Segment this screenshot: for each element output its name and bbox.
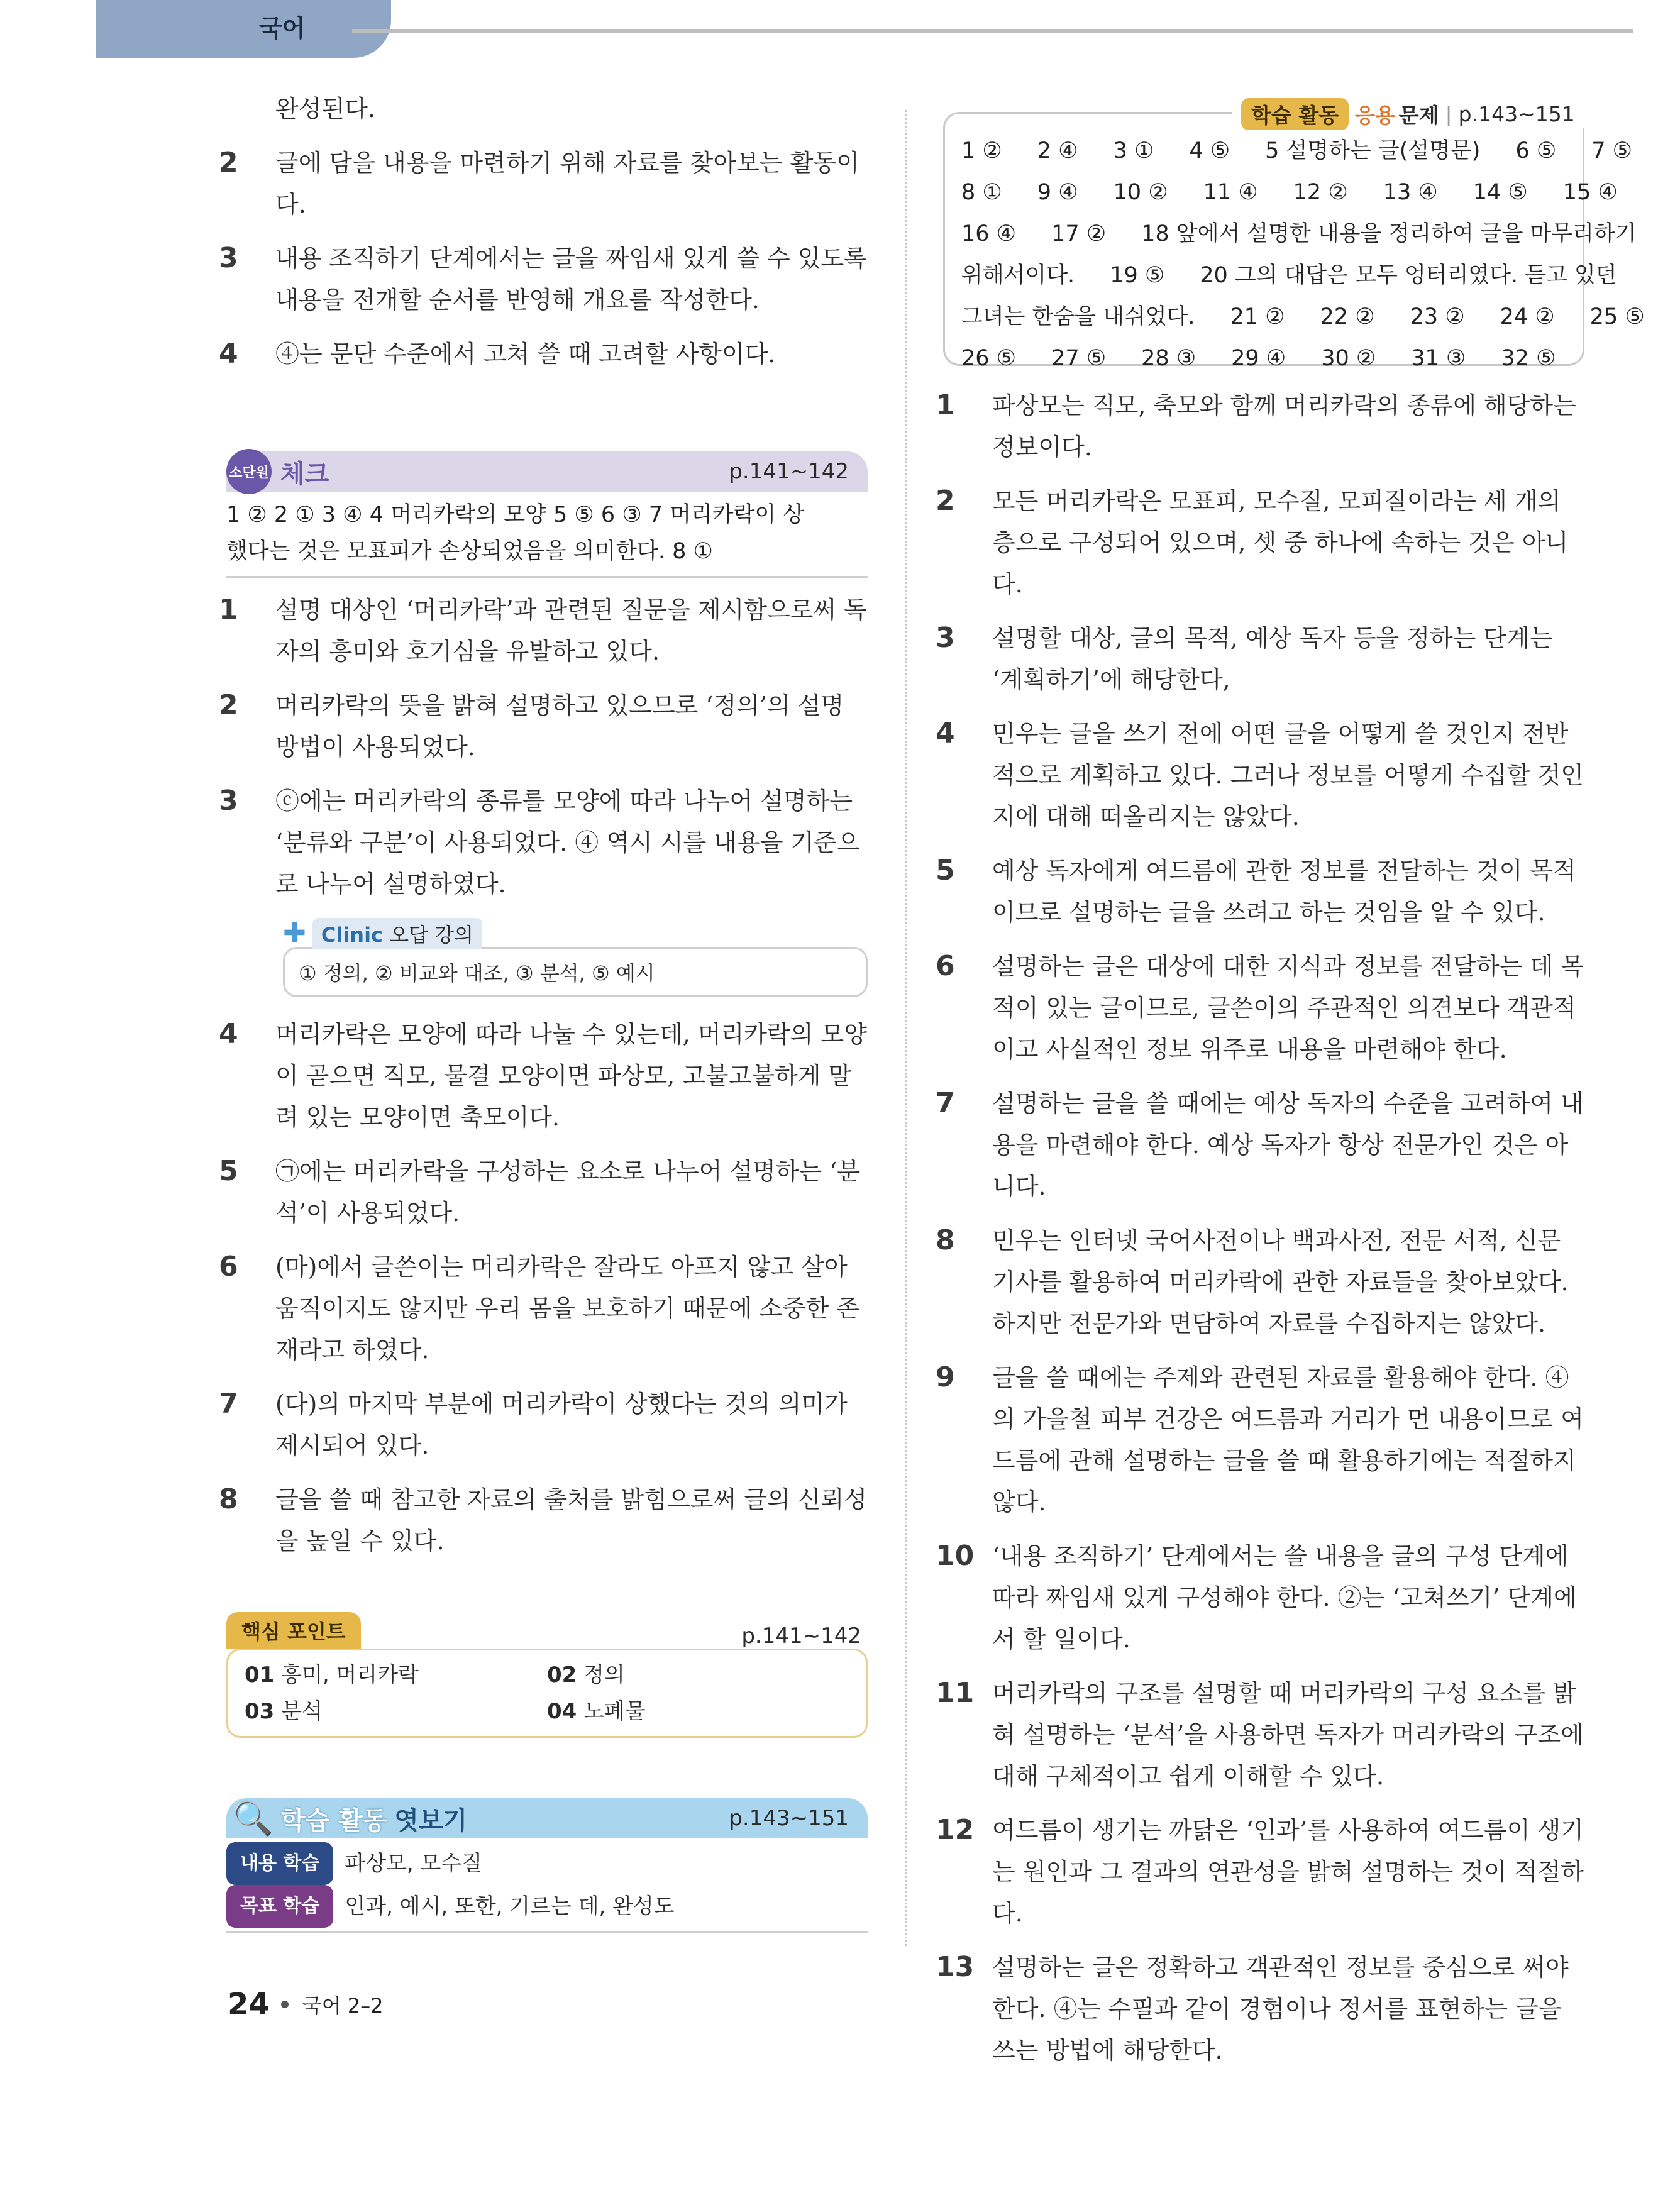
answer-cell: 12 ②	[1293, 180, 1348, 205]
answer-tag-b: 응용	[1355, 102, 1395, 128]
item-text: 여드름이 생기는 까닭은 ‘인과’를 사용하여 여드름이 생기는 원인과 그 결과의 연관성을 밝혀 설명하는 것이 적절하다.	[992, 1816, 1584, 1927]
answer-cell: 위해서이다.	[961, 263, 1075, 288]
explanation-item	[936, 713, 1584, 837]
item-text: 글을 쓸 때에는 주제와 관련된 자료를 활용해야 한다. ④의 가을철 피부 건강은 여드름과 거리가 먼 내용이므로 여드름에 관해 설명하는 글을 쓸 때 활용하기에는 적절하지 않다.	[992, 1364, 1584, 1516]
clinic-text: ① 정의, ② 비교와 대조, ③ 분석, ⑤ 예시	[283, 947, 868, 997]
answer-cell: 20 그의 대답은 모두 엉터리였다. 듣고 있던	[1200, 263, 1617, 288]
check-answers-1: 1 ② 2 ① 3 ④ 4 머리카락의 모양 5 ⑤ 6 ③ 7 머리카락이 상	[226, 502, 805, 528]
answer-cell: 15 ④	[1562, 180, 1618, 205]
key-point-num: 02	[547, 1662, 577, 1688]
answer-cell: 17 ②	[1051, 221, 1107, 246]
answer-key-tag	[1232, 99, 1584, 128]
item-text: 모든 머리카락은 모표피, 모수질, 모피질이라는 세 개의 층으로 구성되어 있으며, 셋 중 하나에 속하는 것은 아니다.	[992, 487, 1569, 598]
answer-row	[961, 213, 1637, 255]
answer-tag-c: 문제	[1398, 102, 1439, 128]
item-number: 7	[936, 1087, 955, 1119]
answer-cell: 13 ④	[1383, 180, 1438, 205]
preview-page: p.143∼151	[729, 1806, 849, 1831]
preview-text: 파상모, 모수질	[345, 1851, 483, 1876]
item-number: 2	[936, 485, 955, 517]
answer-row	[961, 255, 1617, 296]
right-explanations	[936, 385, 1584, 2084]
answer-cell: 2 ④	[1037, 138, 1078, 163]
answer-cell: 6 ⑤	[1515, 138, 1557, 163]
preview-rows	[226, 1838, 868, 1933]
item-text: ④는 문단 수준에서 고쳐 쓸 때 고려할 사항이다.	[275, 340, 776, 368]
explanations-b	[219, 1014, 868, 1562]
key-point-grid	[226, 1649, 868, 1738]
key-point-cell	[245, 1657, 547, 1693]
check-answers-2: 했다는 것은 모표피가 손상되었음을 의미한다. 8 ①	[226, 539, 713, 564]
preview-title: 학습 활동	[280, 1806, 387, 1835]
explanation-item	[936, 1947, 1584, 2071]
explanation-item	[936, 385, 1584, 468]
explanation-item	[936, 1220, 1584, 1344]
item-text: (마)에서 글쓴이는 머리카락은 잘라도 아프지 않고 살아 움직이지도 않지만 우리 몸을 보호하기 때문에 소중한 존재라고 하였다.	[275, 1253, 859, 1364]
item-number: 4	[936, 717, 955, 749]
answer-row	[961, 172, 1618, 213]
item-number: 12	[936, 1814, 975, 1846]
key-point-cell	[547, 1693, 849, 1730]
clinic-box	[283, 917, 868, 997]
item-text: 설명할 대상, 글의 목적, 예상 독자 등을 정하는 단계는 ‘계획하기’에 해당한다,	[992, 624, 1553, 694]
item-number: 5	[936, 854, 955, 887]
answer-row	[961, 130, 1632, 172]
answer-cell: 9 ④	[1037, 180, 1078, 205]
answer-tag-page: p.143∼151	[1458, 101, 1575, 126]
explanation-item	[936, 1672, 1584, 1797]
item-number: 8	[219, 1483, 238, 1515]
intro-item	[226, 88, 868, 130]
preview-row	[226, 1842, 868, 1885]
explanation-item	[936, 1083, 1584, 1207]
key-point-text: 분석	[281, 1699, 323, 1724]
answer-row	[961, 296, 1645, 338]
answer-cell: 16 ④	[961, 221, 1017, 246]
answer-cell: 22 ②	[1320, 304, 1375, 329]
clinic-title: Clinic	[321, 922, 384, 947]
item-number: 13	[936, 1951, 975, 1983]
answer-cell: 29 ④	[1231, 346, 1286, 371]
item-number: 8	[936, 1224, 955, 1256]
key-point-text: 노폐물	[583, 1699, 646, 1724]
check-title: 체크	[280, 459, 329, 489]
item-text: 머리카락은 모양에 따라 나눌 수 있는데, 머리카락의 모양이 곧으면 직모, 물결 모양이면 파상모, 고불고불하게 말려 있는 모양이면 축모이다.	[275, 1020, 867, 1131]
preview-text: 인과, 예시, 또한, 기르는 데, 완성도	[345, 1894, 675, 1919]
item-text: 완성된다.	[275, 95, 375, 123]
item-number: 6	[219, 1251, 238, 1283]
footer-dot	[281, 2001, 289, 2008]
key-point-num: 03	[245, 1699, 275, 1724]
answer-cell: 8 ①	[961, 180, 1002, 205]
answer-cell: 18 앞에서 설명한 내용을 정리하여 글을 마무리하기	[1141, 221, 1637, 246]
item-text: ㉠에는 머리카락을 구성하는 요소로 나누어 설명하는 ‘분석’이 사용되었다.	[275, 1158, 861, 1227]
column-divider	[905, 110, 907, 1946]
answer-cell: 31 ③	[1411, 346, 1466, 371]
answer-cell: 28 ③	[1141, 346, 1196, 371]
answer-row	[961, 338, 1566, 379]
item-number: 1	[936, 389, 955, 421]
item-text: 글을 쓸 때 참고한 자료의 출처를 밝힘으로써 글의 신뢰성을 높일 수 있다.	[275, 1486, 867, 1555]
item-number	[219, 88, 275, 130]
item-number: 4	[219, 338, 238, 370]
item-number: 7	[219, 1388, 238, 1420]
item-number: 2	[219, 146, 238, 179]
answer-cell: 30 ②	[1321, 346, 1376, 371]
header-rule	[352, 29, 1633, 33]
item-number: 2	[219, 689, 238, 721]
page-number: 24	[228, 1987, 270, 2022]
preview-tag: 내용 학습	[226, 1842, 333, 1885]
item-text: 파상모는 직모, 축모와 함께 머리카락의 종류에 해당하는 정보이다.	[992, 392, 1576, 461]
item-text: 머리카락의 구조를 설명할 때 머리카락의 구성 요소를 밝혀 설명하는 ‘분석’을 사용하면 독자가 머리카락의 구조에 대해 구체적이고 쉽게 이해할 수 있다.	[992, 1679, 1584, 1790]
item-text: 민우는 인터넷 국어사전이나 백과사전, 전문 서적, 신문 기사를 활용하여 머리카락에 관한 자료들을 찾아보았다. 하지만 전문가와 면담하여 자료를 수집하지는 않았다.	[992, 1227, 1569, 1337]
key-point-section	[226, 1612, 868, 1738]
item-text: ‘내용 조직하기’ 단계에서는 쓸 내용을 글의 구성 단계에 따라 짜임새 있게 구성해야 한다. ②는 ‘고쳐쓰기’ 단계에서 할 일이다.	[992, 1542, 1577, 1653]
answer-cell: 27 ⑤	[1051, 346, 1107, 371]
answer-cell: 26 ⑤	[961, 346, 1017, 371]
answer-cell: 4 ⑤	[1189, 138, 1230, 163]
item-number: 4	[219, 1018, 238, 1050]
explanation-item	[219, 685, 868, 768]
answer-cell: 10 ②	[1113, 180, 1168, 205]
answer-cell: 1 ②	[961, 138, 1002, 163]
explanation-item	[219, 780, 868, 905]
tag-separator: |	[1445, 101, 1452, 126]
page-footer	[228, 1987, 384, 2022]
check-section	[226, 451, 868, 578]
item-text: 설명 대상인 ‘머리카락’과 관련된 질문을 제시함으로써 독자의 흥미와 호기심을 유발하고 있다.	[275, 596, 867, 665]
subject-label: 국어	[259, 14, 306, 42]
item-number: 3	[936, 622, 955, 654]
item-text: 설명하는 글은 대상에 대한 지식과 정보를 전달하는 데 목적이 있는 글이므로, 글쓴이의 주관적인 의견보다 객관적이고 사실적인 정보 위주로 내용을 마련해야 한다.	[992, 953, 1584, 1063]
key-point-num: 04	[547, 1699, 577, 1724]
answer-cell: 32 ⑤	[1501, 346, 1556, 371]
explanation-item	[219, 589, 868, 672]
item-text: 머리카락의 뜻을 밝혀 설명하고 있으므로 ‘정의’의 설명 방법이 사용되었다.	[275, 692, 844, 761]
key-point-cell	[245, 1693, 547, 1730]
answer-cell: 5 설명하는 글(설명문)	[1265, 138, 1481, 163]
item-number: 9	[936, 1361, 955, 1393]
book-name: 국어 2–2	[302, 1994, 384, 2018]
key-point-text: 흥미, 머리카락	[281, 1662, 419, 1688]
intro-item	[219, 333, 868, 375]
preview-row	[226, 1885, 868, 1928]
explanation-item	[219, 1246, 868, 1371]
answer-cell: 3 ①	[1113, 138, 1154, 163]
item-number: 1	[219, 594, 238, 626]
intro-answers	[219, 88, 868, 375]
item-text: 글에 담을 내용을 마련하기 위해 자료를 찾아보는 활동이다.	[275, 149, 859, 218]
explanation-item	[936, 1357, 1584, 1523]
item-number: 10	[936, 1540, 975, 1572]
item-number: 11	[936, 1677, 975, 1709]
answer-cell: 23 ②	[1410, 304, 1465, 329]
key-point-title	[226, 1612, 361, 1649]
preview-header	[226, 1798, 868, 1838]
item-text: 설명하는 글은 정확하고 객관적인 정보를 중심으로 써야 한다. ④는 수필과 같이 경험이나 정서를 표현하는 글을 쓰는 방법에 해당한다.	[992, 1954, 1569, 2064]
explanation-item	[219, 1479, 868, 1562]
check-page: p.141∼142	[729, 459, 849, 484]
answer-tag-a: 학습 활동	[1241, 98, 1349, 130]
explanations-a	[219, 589, 868, 905]
item-number: 3	[219, 242, 238, 274]
key-point-title-1: 핵심	[241, 1620, 280, 1644]
item-number: 5	[219, 1155, 238, 1187]
answer-cell: 21 ②	[1230, 304, 1285, 329]
key-point-num: 01	[245, 1662, 275, 1688]
item-number: 3	[219, 785, 238, 817]
explanation-item	[936, 1535, 1584, 1660]
explanation-item	[219, 1383, 868, 1466]
check-header	[226, 451, 868, 492]
explanation-item	[219, 1151, 868, 1234]
subject-tab	[96, 0, 391, 58]
answer-cell: 7 ⑤	[1591, 138, 1632, 163]
explanation-item	[936, 946, 1584, 1070]
clinic-title-wrap	[312, 918, 482, 949]
preview-title-2: 엿보기	[394, 1806, 468, 1835]
preview-tag: 목표 학습	[226, 1885, 333, 1928]
answer-cell: 그녀는 한숨을 내쉬었다.	[961, 304, 1195, 329]
clinic-sub: 오답 강의	[389, 922, 474, 947]
answer-cell: 19 ⑤	[1110, 263, 1165, 288]
intro-item	[219, 238, 868, 321]
item-number: 6	[936, 950, 955, 982]
plus-icon: ✚	[283, 917, 306, 949]
answer-cell: 25 ⑤	[1589, 304, 1645, 329]
item-text: 민우는 글을 쓰기 전에 어떤 글을 어떻게 쓸 것인지 전반적으로 계획하고 있다. 그러나 정보를 어떻게 수집할 것인지에 대해 떠올리지는 않았다.	[992, 720, 1584, 831]
item-text: 내용 조직하기 단계에서는 글을 짜임새 있게 쓸 수 있도록 내용을 전개할 순서를 반영해 개요를 작성한다.	[275, 245, 867, 314]
answer-key-box	[943, 112, 1645, 371]
intro-item	[219, 142, 868, 225]
preview-section	[226, 1798, 868, 1933]
explanation-item	[936, 850, 1584, 933]
explanation-item	[219, 1014, 868, 1138]
answer-cell: 24 ②	[1500, 304, 1555, 329]
key-point-cell	[547, 1657, 849, 1693]
check-badge: 소단원	[226, 449, 272, 494]
item-text: 설명하는 글을 쓸 때에는 예상 독자의 수준을 고려하여 내용을 마련해야 한다. 예상 독자가 항상 전문가인 것은 아니다.	[992, 1090, 1584, 1200]
left-column	[219, 88, 868, 1933]
key-point-text: 정의	[583, 1662, 625, 1688]
answer-cell: 11 ④	[1203, 180, 1258, 205]
answer-cell: 14 ⑤	[1473, 180, 1528, 205]
item-text: (다)의 마지막 부분에 머리카락이 상했다는 것의 의미가 제시되어 있다.	[275, 1390, 848, 1459]
magnifier-icon: 🔍	[233, 1799, 274, 1838]
item-text: 예상 독자에게 여드름에 관한 정보를 전달하는 것이 목적이므로 설명하는 글을 쓰려고 하는 것임을 알 수 있다.	[992, 857, 1576, 926]
key-point-title-2: 포인트	[287, 1620, 346, 1644]
explanation-item	[936, 1810, 1584, 1934]
item-text: ⓒ에는 머리카락의 종류를 모양에 따라 나누어 설명하는 ‘분류와 구분’이 사용되었다. ④ 역시 시를 내용을 기준으로 나누어 설명하였다.	[275, 787, 860, 898]
explanation-item	[936, 617, 1584, 700]
explanation-item	[936, 480, 1584, 605]
key-point-page: p.141∼142	[741, 1623, 861, 1649]
answer-rows	[961, 130, 1645, 379]
